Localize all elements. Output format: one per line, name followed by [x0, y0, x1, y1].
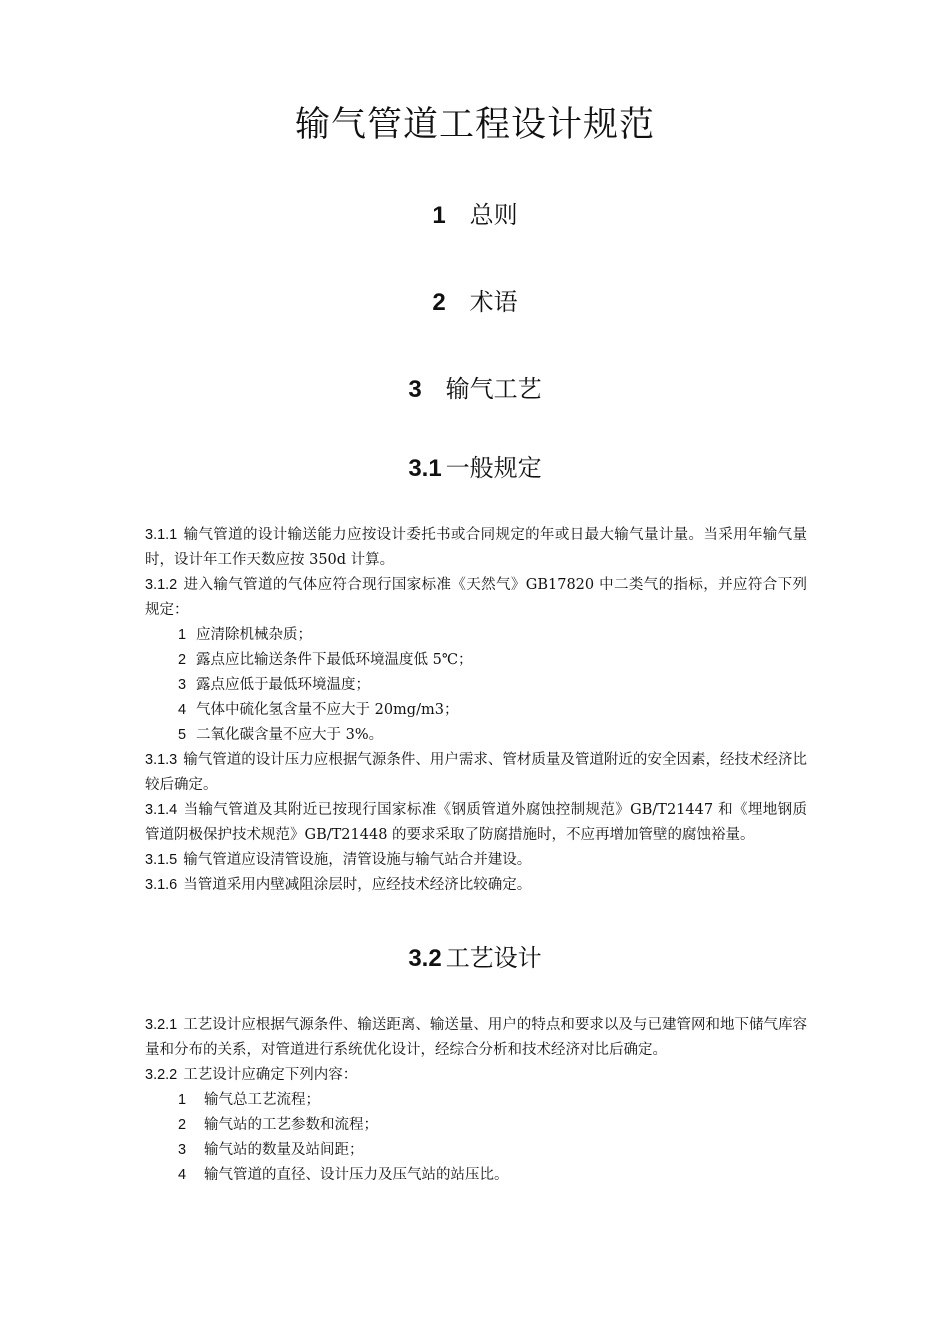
section-heading-3-1: [0, 451, 950, 486]
section-name: 工艺设计: [445, 944, 542, 972]
clause-text: 进入输气管道的气体应符合现行国家标准《天然气》GB17820 中二类气的指标，并应符合下列规定：: [145, 577, 807, 618]
item-number: 2: [178, 652, 187, 668]
clause-text: 工艺设计应确定下列内容：: [183, 1067, 358, 1083]
clause-text: 输气管道的设计输送能力应按设计委托书或合同规定的年或日最大输气量计量。当采用年输气量时，设计年工作天数应按 350d 计算。: [145, 527, 807, 568]
section-body-3-2: [145, 1013, 807, 1188]
section-heading-3-2: [0, 941, 950, 976]
list-item: [145, 673, 807, 698]
item-number: 3: [178, 1142, 187, 1158]
section-number: 3.2: [408, 945, 442, 972]
chapter-number: 1: [432, 202, 446, 229]
item-text: 输气总工艺流程；: [204, 1092, 320, 1108]
chapter-name: 输气工艺: [445, 375, 542, 403]
list-item: [145, 1138, 807, 1163]
clause-text: 当管道采用内壁减阻涂层时，应经技术经济比较确定。: [183, 877, 532, 893]
clause-3-1-6: [145, 873, 807, 898]
clause-number: 3.1.1: [145, 527, 178, 543]
section-body-3-1: [145, 523, 807, 898]
list-item: [145, 1113, 807, 1138]
clause-3-1-1: [145, 523, 807, 573]
item-number: 1: [178, 627, 187, 643]
item-text: 露点应低于最低环境温度；: [196, 677, 370, 693]
clause-text: 当输气管道及其附近已按现行国家标准《钢质管道外腐蚀控制规范》GB/T21447 和《埋地钢质管道阴极保护技术规范》GB/T21448 的要求采取了防腐措施时，不应再增加管壁的腐蚀裕量。: [145, 802, 807, 843]
clause-3-1-2: [145, 573, 807, 623]
chapter-number: 2: [432, 289, 446, 316]
item-number: 3: [178, 677, 187, 693]
clause-number: 3.2.1: [145, 1017, 178, 1033]
item-text: 输气管道的直径、设计压力及压气站的站压比。: [204, 1167, 509, 1183]
clause-number: 3.1.2: [145, 577, 178, 593]
chapter-name: 总则: [469, 201, 518, 229]
chapter-heading-1: [0, 198, 950, 233]
clause-number: 3.1.4: [145, 802, 178, 818]
list-item: [145, 623, 807, 648]
item-text: 应清除机械杂质；: [196, 627, 312, 643]
document-title: 输气管道工程设计规范: [294, 105, 655, 145]
clause-3-1-5: [145, 848, 807, 873]
list-item: [145, 648, 807, 673]
clause-3-1-3: [145, 748, 807, 798]
list-item: [145, 723, 807, 748]
clause-3-2-1: [145, 1013, 807, 1063]
chapter-number: 3: [408, 376, 422, 403]
clause-text: 输气管道应设清管设施，清管设施与输气站合并建设。: [183, 852, 532, 868]
item-number: 5: [178, 727, 187, 743]
list-item: [145, 698, 807, 723]
clause-number: 3.1.6: [145, 877, 178, 893]
section-number: 3.1: [408, 455, 442, 482]
chapter-heading-3: [0, 372, 950, 407]
item-text: 气体中硫化氢含量不应大于 20mg/m3；: [196, 702, 459, 718]
item-number: 1: [178, 1092, 187, 1108]
clause-number: 3.1.3: [145, 752, 178, 768]
item-text: 输气站的数量及站间距；: [204, 1142, 364, 1158]
chapter-name: 术语: [469, 288, 518, 316]
item-number: 4: [178, 1167, 187, 1183]
chapter-heading-2: [0, 285, 950, 320]
clause-3-2-2: [145, 1063, 807, 1088]
list-item: [145, 1163, 807, 1188]
item-text: 二氧化碳含量不应大于 3%。: [196, 727, 384, 743]
clause-text: 工艺设计应根据气源条件、输送距离、输送量、用户的特点和要求以及与已建管网和地下储气库容量和分布的关系，对管道进行系统优化设计，经综合分析和技术经济对比后确定。: [145, 1017, 807, 1058]
clause-text: 输气管道的设计压力应根据气源条件、用户需求、管材质量及管道附近的安全因素，经技术经济比较后确定。: [145, 752, 807, 793]
item-number: 4: [178, 702, 187, 718]
clause-3-1-4: [145, 798, 807, 848]
item-text: 输气站的工艺参数和流程；: [204, 1117, 378, 1133]
list-item: [145, 1088, 807, 1113]
item-number: 2: [178, 1117, 187, 1133]
section-name: 一般规定: [445, 454, 542, 482]
item-text: 露点应比输送条件下最低环境温度低 5℃；: [196, 652, 473, 668]
clause-number: 3.1.5: [145, 852, 178, 868]
clause-number: 3.2.2: [145, 1067, 178, 1083]
